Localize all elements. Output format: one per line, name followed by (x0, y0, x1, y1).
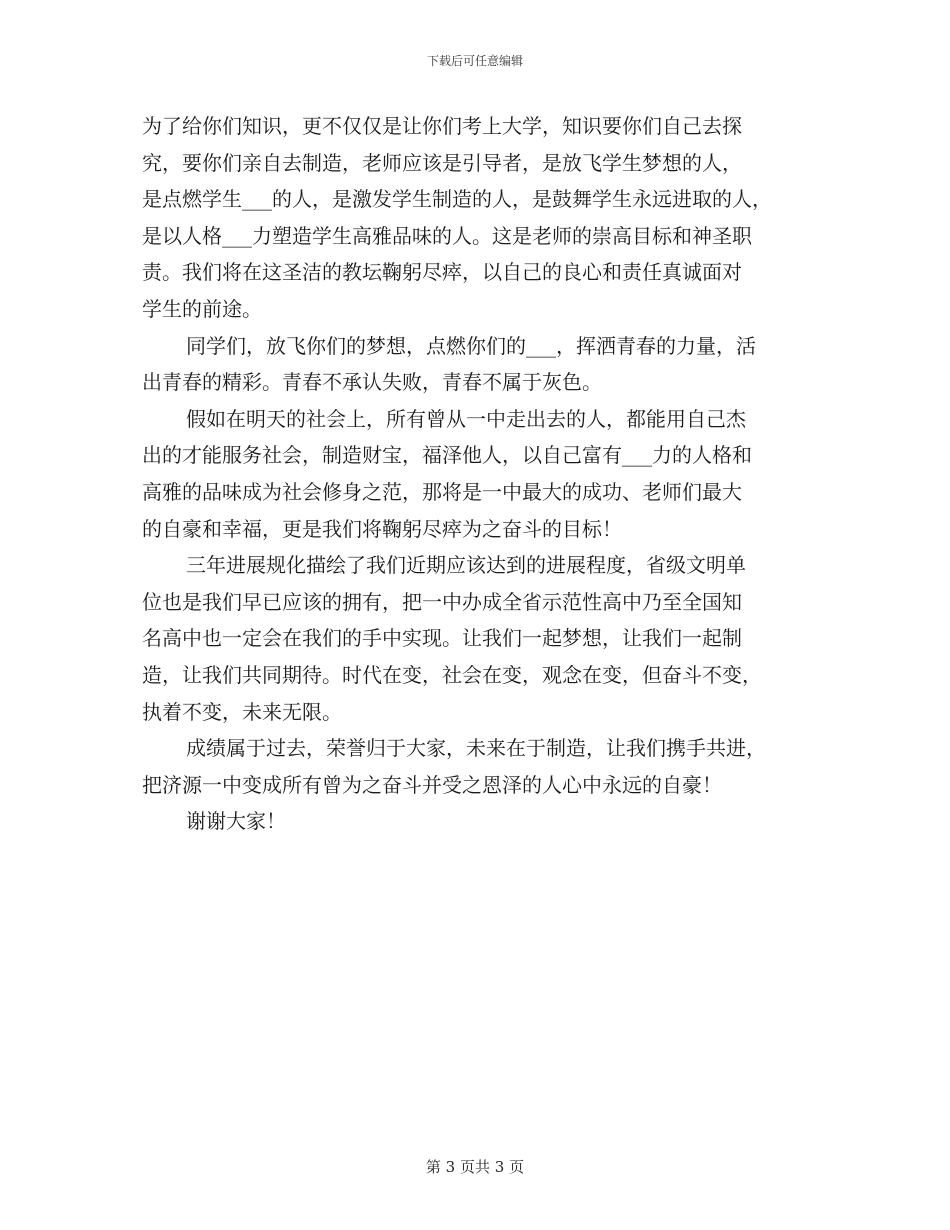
text-line: 究，要你们亲自去制造，老师应该是引导者，是放飞学生梦想的人， (142, 150, 742, 175)
text-line: 位也是我们早已应该的拥有，把一中办成全省示范性高中乃至全国知 (142, 589, 742, 614)
text-line: 责。我们将在这圣洁的教坛鞠躬尽瘁，以自己的良心和责任真诚面对 (142, 260, 742, 285)
closing-line: 谢谢大家！ (186, 809, 286, 834)
text-line: 出青春的精彩。青春不承认失败，青春不属于灰色。 (142, 370, 602, 395)
text-line: 执着不变，未来无限。 (142, 699, 342, 724)
page-number: 第 3 页共 3 页 (425, 1158, 525, 1176)
document-body (142, 108, 810, 840)
text-line: 出的才能服务社会，制造财宝，福泽他人，以自己富有___力的人格和 (142, 443, 752, 468)
text-line: 造，让我们共同期待。时代在变，社会在变，观念在变，但奋斗不变， (142, 662, 762, 687)
text-line: 名高中也一定会在我们的手中实现。让我们一起梦想，让我们一起制 (142, 626, 742, 651)
paragraph-first-line: 成绩属于过去，荣誉归于大家，未来在于制造，让我们携手共进， (186, 736, 766, 761)
text-line: 是以人格___力塑造学生高雅品味的人。这是老师的崇高目标和神圣职 (142, 223, 752, 248)
page-header: 下载后可任意编辑 (426, 54, 523, 68)
text-line: 把济源一中变成所有曾为之奋斗并受之恩泽的人心中永远的自豪！ (142, 772, 722, 797)
text-line: 学生的前途。 (142, 296, 262, 321)
paragraph-first-line: 三年进展规化描绘了我们近期应该达到的进展程度，省级文明单 (186, 553, 746, 578)
text-line: 是点燃学生___的人，是激发学生制造的人，是鼓舞学生永远进取的人， (142, 187, 772, 212)
paragraph-first-line: 假如在明天的社会上，所有曾从一中走出去的人，都能用自己杰 (186, 406, 746, 431)
text-line: 高雅的品味成为社会修身之范，那将是一中最大的成功、老师们最大 (142, 479, 742, 504)
paragraph-first-line: 同学们，放飞你们的梦想，点燃你们的___，挥洒青春的力量，活 (186, 333, 756, 358)
text-line: 的自豪和幸福，更是我们将鞠躬尽瘁为之奋斗的目标！ (142, 516, 622, 541)
text-line: 为了给你们知识，更不仅仅是让你们考上大学，知识要你们自己去探 (142, 114, 742, 138)
